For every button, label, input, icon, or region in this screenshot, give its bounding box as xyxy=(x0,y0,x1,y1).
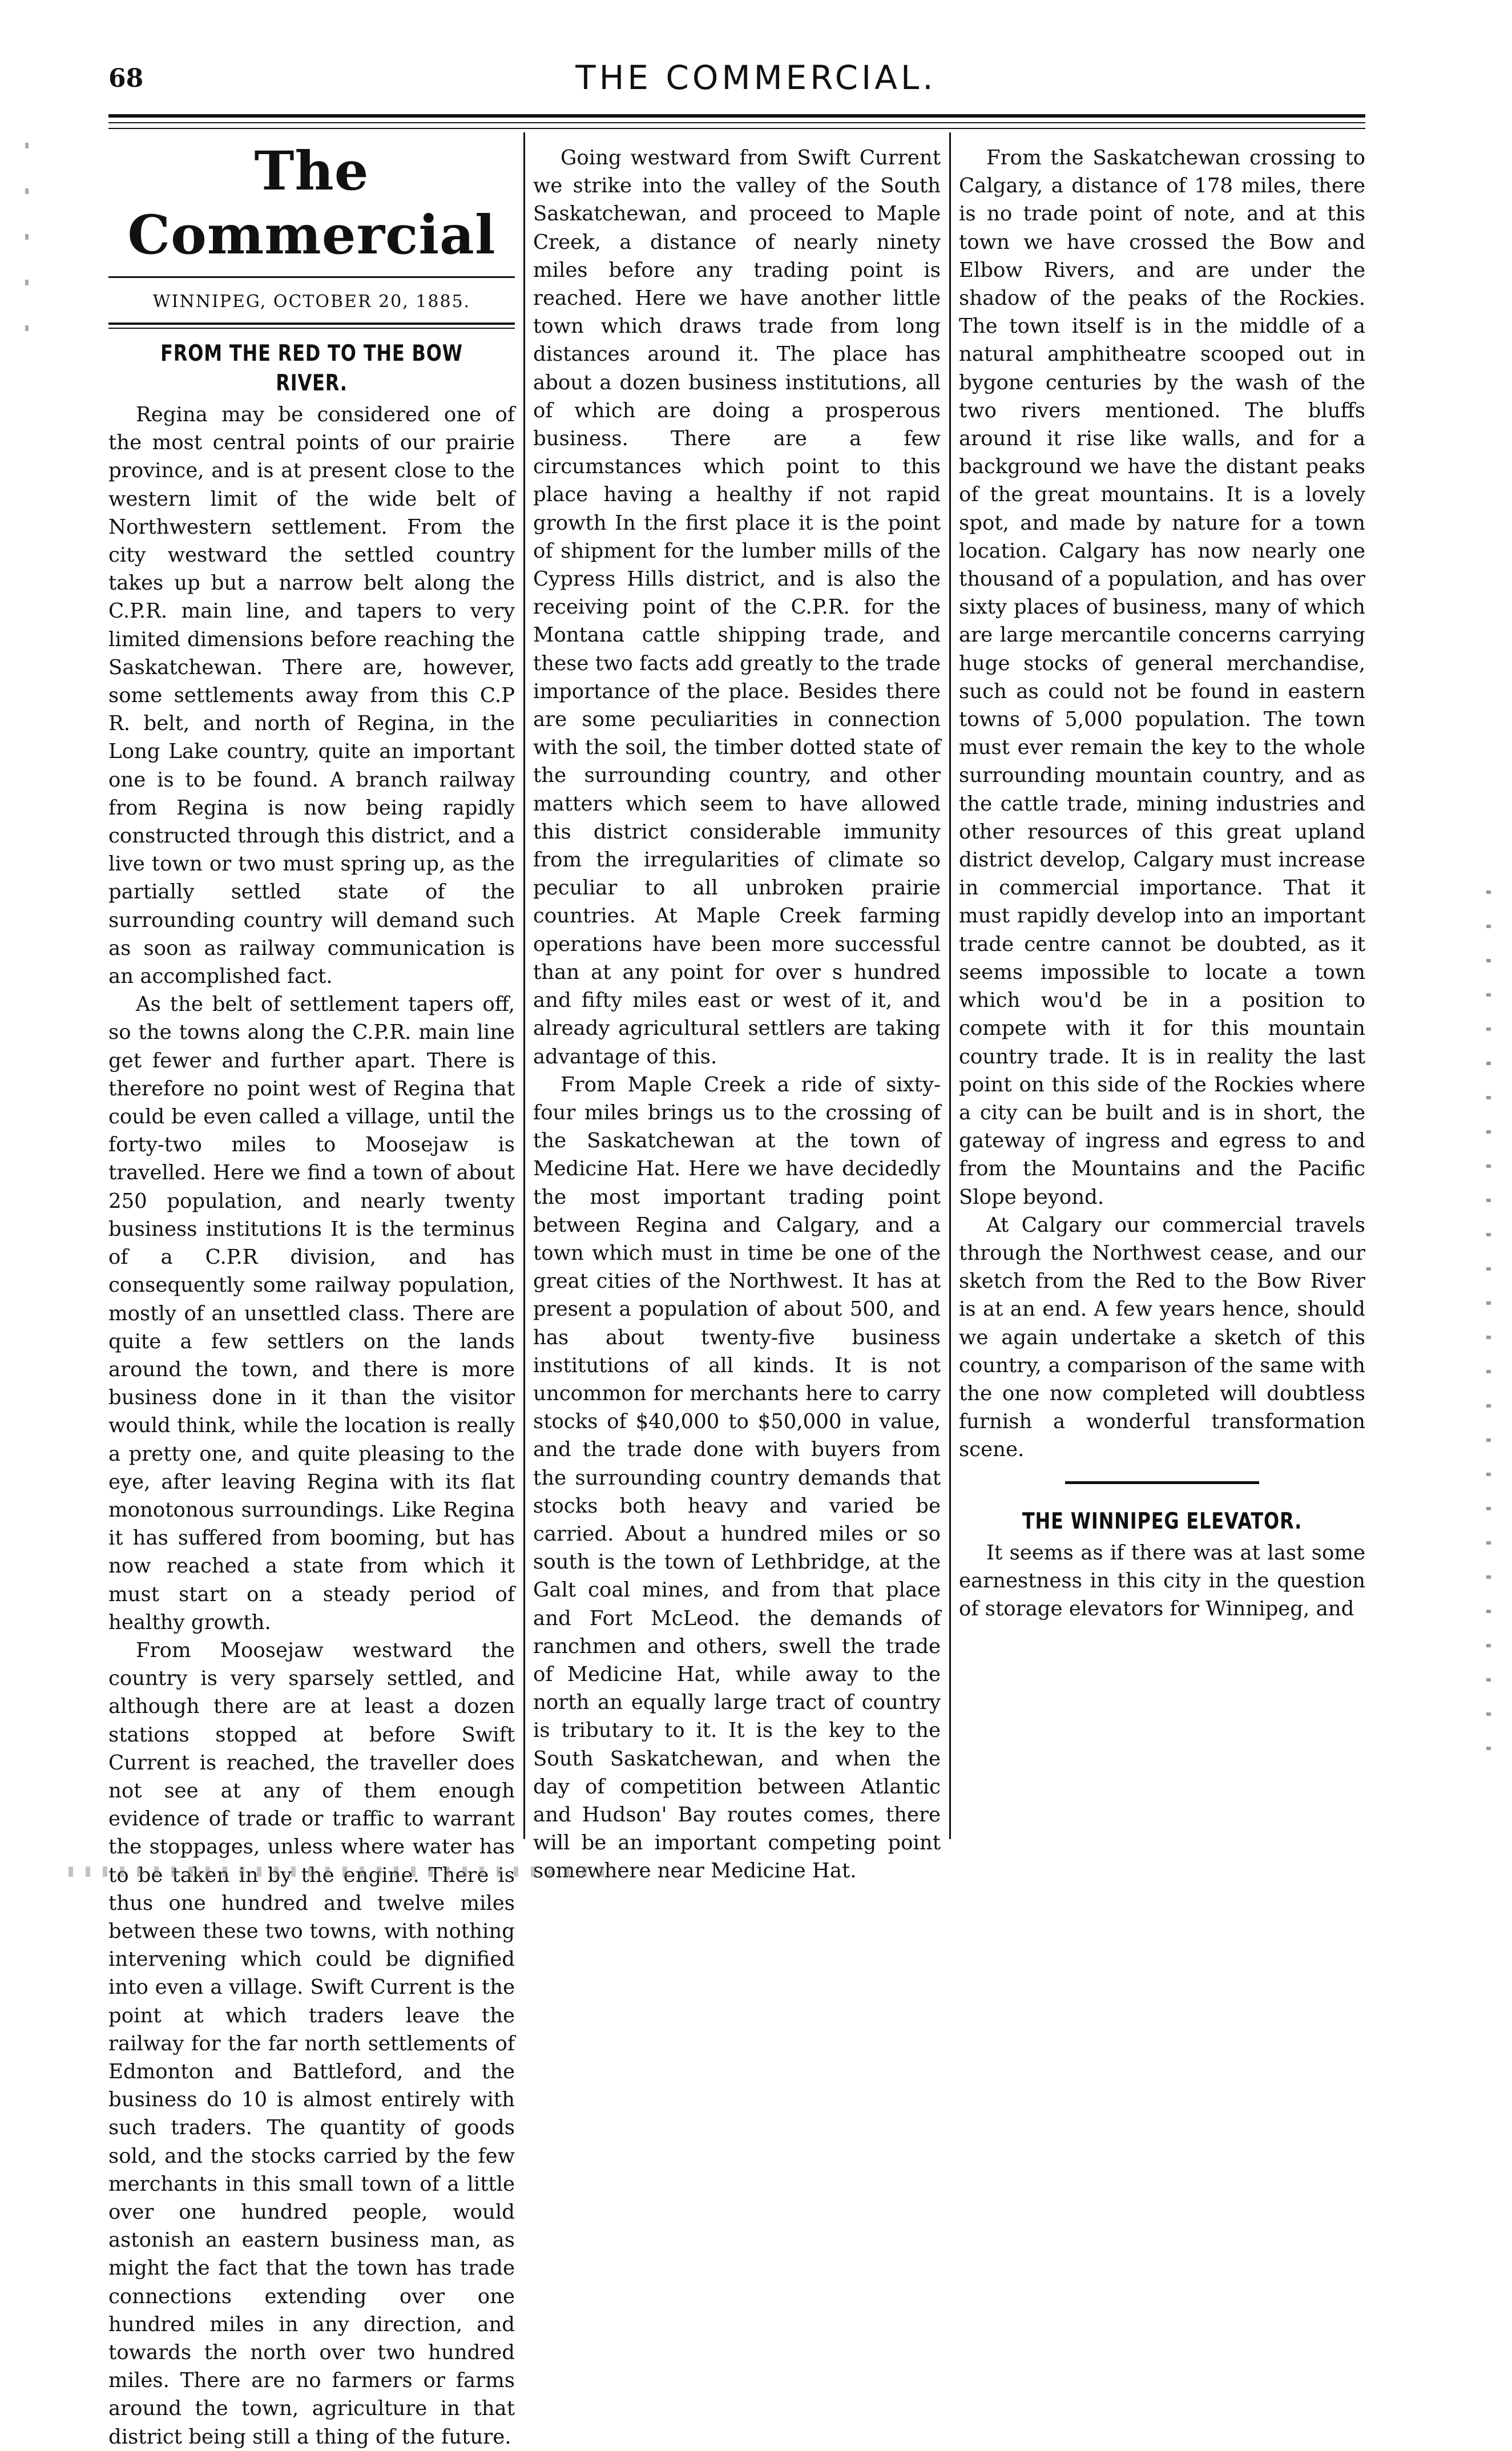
masthead-rule-thin-2 xyxy=(108,128,1365,129)
dateline: WINNIPEG, OCTOBER 20, 1885. xyxy=(152,292,471,312)
article-paragraph: From the Saskatchewan crossing to Calgary, a distance of 178 miles, there is no trade point of note, and at this town we have crossed the Bow and Elbow Rivers, and are under the shadow of the peaks of the Rockies. The town itself is in the middle of a natural amphitheatre scooped out in bygone centuries by the wash of the two rivers mentioned. The bluffs around it rise like walls, and for a background we have the distant peaks of the great mountains. It is a lovely spot, and made by nature for a town location. Calgary has now nearly one thousand of a population, and has over sixty places of business, many of which are large mercantile concerns carrying huge stocks of general merchandise, such as could not be found in eastern towns of 5,000 population. The town must ever remain the key to the whole surrounding mountain country, and as the cattle trade, mining industries and other resources of this great upland district develop, Calgary must increase in commercial importance. That it must rapidly develop into an important trade centre cannot be doubted, as it seems impossible to locate a town which wou'd be in a position to compete with it for this mountain country trade. It is in reality the last point on this side of the Rockies where a city can be built and is in short, the gateway of ingress and egress to and from the Mountains and the Pacific Slope beyond. xyxy=(959,146,1365,1209)
article-paragraph: At Calgary our commercial travels through the Northwest cease, and our sketch from the Red to the Bow River is at an end. A few years hence, should we again undertake a sketch of this country, a comparison of the same with the one now completed will doubtless furnish a wonderful transformation scene. xyxy=(959,1213,1365,1462)
column-divider-2 xyxy=(949,132,951,1839)
article-headline: FROM THE RED TO THE BOW RIVER. xyxy=(160,341,463,396)
section-divider xyxy=(1065,1481,1259,1484)
scan-edge-marks xyxy=(25,143,29,348)
page-number: 68 xyxy=(108,64,144,93)
article-paragraph: From Moosejaw westward the country is very sparsely settled, and although there are at least a dozen stations stopped at before Swift Current is reached, the traveller does not see at any of them enough evidence of trade or traffic to warrant the stoppages, unless where water has to be taken in by the engine. There is thus one hundred and twelve miles between these two towns, with nothing intervening which could be dignified into even a village. Swift Current is the point at which traders leave the railway for the far north settlements of Edmonton and Battleford, and the business do 10 is almost entirely with such traders. The quantity of goods sold, and the stocks carried by the few merchants in this small town of a little over one hundred people, would astonish an eastern business man, as might the fact that the town has trade connections extending over one hundred miles in any direction, and towards the north over two hundred miles. There are no farmers or farms around the town, agriculture in that district being still a thing of the future. xyxy=(108,1638,515,2449)
article-paragraph: Going westward from Swift Current we strike into the valley of the South Saskatchewan, and proceed to Maple Creek, a distance of nearly ninety miles before any trading point is reached. Here we have another little town which draws trade from long distances around it. The place has about a dozen business institutions, all of which are doing a prosperous business. There are a few circumstances which point to this place having a healthy if not rapid growth In the first place it is the point of shipment for the lumber mills of the Cypress Hills district, and is also the receiving point of the C.P.R. for the Montana cattle shipping trade, and these two facts add greatly to the trade importance of the place. Besides there are some peculiarities in connection with the soil, the timber dotted state of the surrounding country, and other matters which seem to have allowed this district considerable immunity from the irregularities of climate so peculiar to all unbroken prairie countries. At Maple Creek farming operations have been more successful than at any point for over s hundred and fifty miles east or west of it, and already agricultural settlers are taking advantage of this. xyxy=(533,146,941,1069)
nameplate-rule xyxy=(108,276,515,278)
dateline-rule xyxy=(108,322,515,329)
column-1 xyxy=(108,140,515,2449)
scan-bottom-noise xyxy=(68,1867,611,1877)
article-paragraph: Regina may be considered one of the most central points of our prairie province, and is at present close to the western limit of the wide belt of Northwestern settlement. From the city westward the settled country takes up but a narrow belt along the C.P.R. main line, and tapers to very limited dimensions before reaching the Saskatchewan. There are, however, some settlements away from this C.P R. belt, and north of Regina, in the Long Lake country, quite an important one is to be found. A branch railway from Regina is now being rapidly constructed through this district, and a live town or two must spring up, as the partially settled state of the surrounding country will demand such as soon as railway communication is an accomplished fact. xyxy=(108,403,515,989)
masthead-title: THE COMMERCIAL. xyxy=(575,58,937,97)
article-paragraph: From Maple Creek a ride of sixty-four miles brings us to the crossing of the Saskatchewan at the town of Medicine Hat. Here we have decidedly the most important trading point between Regina and Calgary, and a town which must in time be one of the great cities of the Northwest. It has at present a population of about 500, and has about twenty-five business institutions of all kinds. It is not uncommon for merchants here to carry stocks of $40,000 to $50,000 in value, and the trade done with buyers from the surrounding country demands that stocks both heavy and varied be carried. About a hundred miles or so south is the town of Lethbridge, at the Galt coal mines, and from that place and Fort McLeod. the demands of ranchmen and others, swell the trade of Medicine Hat, while away to the north an equally large tract of country is tributary to it. It is the key to the South Saskatchewan, and when the day of competition between Atlantic and Hudson' Bay routes comes, there will be an important competing point somewhere near Medicine Hat. xyxy=(533,1073,941,1883)
column-3 xyxy=(959,144,1365,1833)
article-paragraph: It seems as if there was at last some earnestness in this city in the question of storage elevators for Winnipeg, and xyxy=(959,1541,1365,1620)
article-paragraph: As the belt of settlement tapers off, so the towns along the C.P.R. main line get fewer and further apart. There is therefore no point west of Regina that could be even called a village, until the forty-two miles to Moosejaw is travelled. Here we find a town of about 250 population, and nearly twenty business institutions It is the terminus of a C.P.R division, and has consequently some railway population, mostly of an unsettled class. There are quite a few settlers on the lands around the town, and there is more business done in it than the visitor would think, while the location is really a pretty one, and quite pleasing to the eye, after leaving Regina with its flat monotonous surroundings. Like Regina it has suffered from booming, but has now reached a state from which it must start on a steady period of healthy growth. xyxy=(108,993,515,1634)
masthead-rule-thin xyxy=(108,122,1365,123)
column-divider-1 xyxy=(523,132,525,1839)
nameplate-title: The Commercial xyxy=(127,140,496,267)
column-2 xyxy=(533,144,941,1883)
masthead-rule-thick xyxy=(108,114,1365,118)
scan-margin-marks xyxy=(1486,890,1491,1781)
article-headline: THE WINNIPEG ELEVATOR. xyxy=(1022,1508,1303,1534)
